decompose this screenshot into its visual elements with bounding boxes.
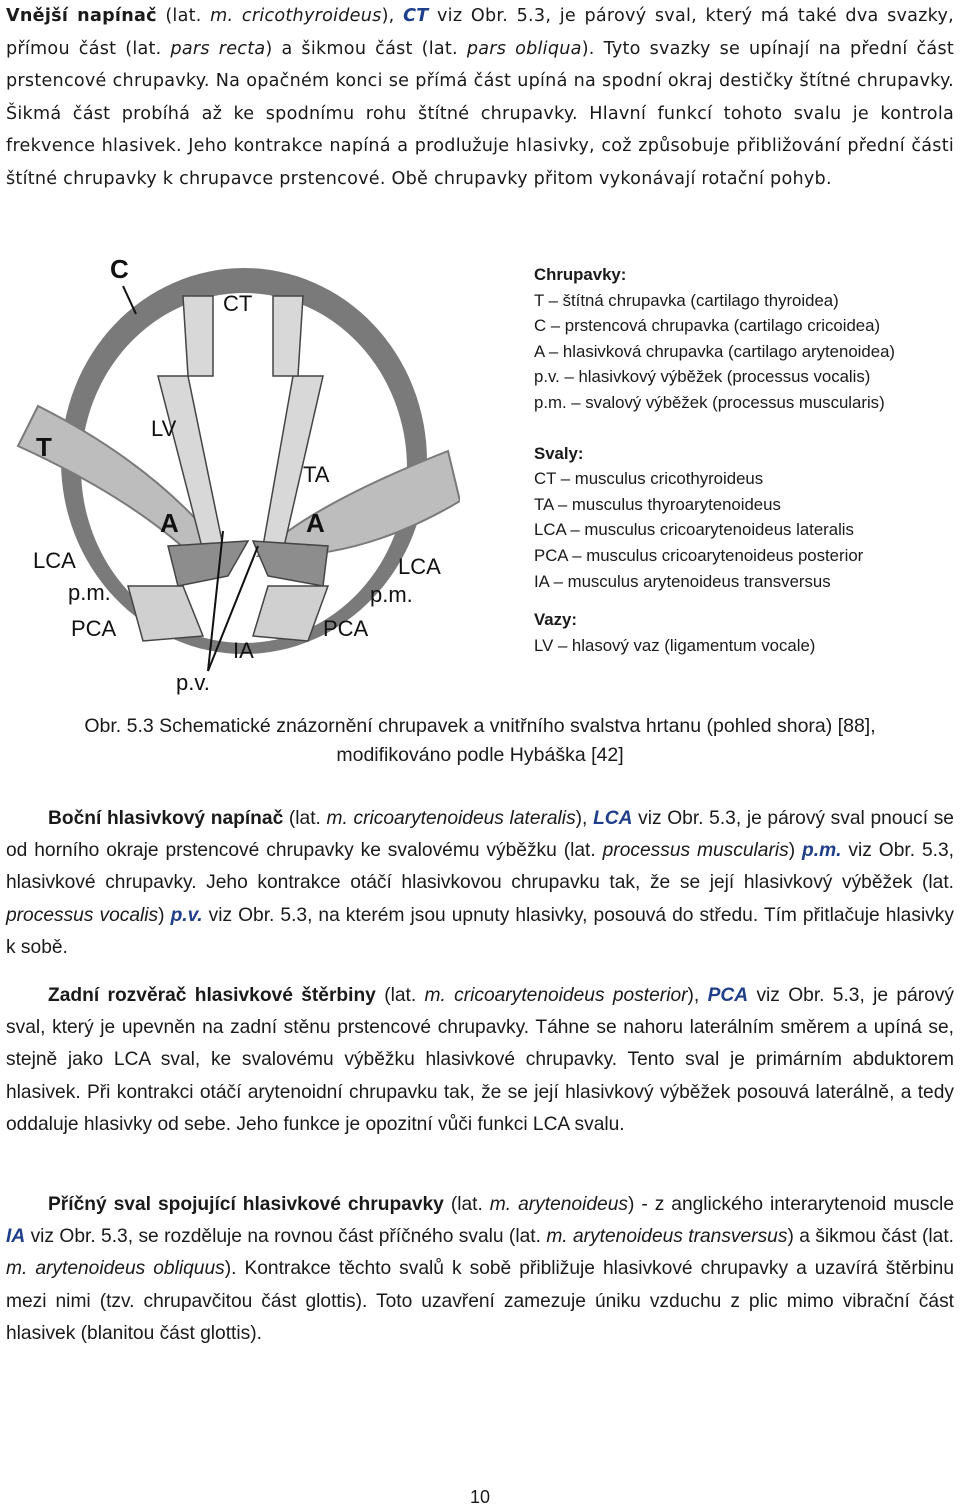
intro-abbr: CT [403, 6, 429, 26]
legend-item: CT – musculus cricothyroideus [534, 469, 764, 489]
intro-paragraph: Vnější napínač (lat. m. cricothyroideus), CT viz Obr. 5.3, je párový sval, který má také dva svazky, přímou část (lat. pars recta) a šikmou část (lat. pars obliqua). Tyto svazky se upínají na přední část prstencové chrupavky. Na opačném konci se přímá část upíná na spodní okraj destičky štítné chrupavky. Šikmá část probíhá až ke spodnímu rohu štítné chrupavky. Hlavní funkcí tohoto svalu je kontrola frekvence hlasivek. Jeho kontrakce napíná a prodlužuje hlasivky, což způsobuje přibližování přední části štítné chrupavky k chrupavce prstencové. Obě chrupavky přitom vykonávají rotační pohyb. [6, 6, 955, 189]
label-lca-right: LCA [398, 554, 441, 579]
lca-paragraph: Boční hlasivkový napínač (lat. m. cricoarytenoideus lateralis), LCA viz Obr. 5.3, je párový sval pnoucí se od horního okraje prstencové chrupavky ke svalovému výběžku (lat. processus muscularis) p.m. viz Obr. 5.3, hlasivkové chrupavky. Jeho kontrakce otáčí hlasivkovou chrupavku tak, že se její hlasivkový výběžek (lat. processus vocalis) p.v. viz Obr. 5.3, na kterém jsou upnuty hlasivky, posouvá do středu. Tím přitlačuje hlasivky k sobě. [6, 808, 954, 958]
larynx-diagram [8, 256, 460, 696]
intro-lat-name: m. cricothyroideus [210, 6, 382, 26]
legend-item: PCA – musculus cricoarytenoideus posterior [534, 545, 864, 565]
legend-item: LV – hlasový vaz (ligamentum vocale) [534, 635, 816, 655]
intro-title: Vnější napínač [6, 6, 157, 26]
ct-muscle-left [183, 296, 213, 376]
figure-caption: Obr. 5.3 Schematické znázornění chrupavek a vnitřního svalstva hrtanu (pohled shora) [88], modifikováno podle Hybáška [42] [84, 715, 876, 766]
label-ia: IA [233, 638, 254, 663]
legend-ligaments-title: Vazy: [534, 610, 577, 630]
label-lca-left: LCA [33, 548, 76, 573]
label-pv: p.v. [176, 670, 210, 695]
lca-abbr: LCA [593, 808, 633, 829]
label-a-left: A [160, 508, 179, 538]
legend-item: IA – musculus arytenoideus transversus [534, 571, 831, 591]
ia-abbr: IA [6, 1226, 26, 1248]
pca-title: Zadní rozvěrač hlasivkové štěrbiny [48, 985, 376, 1006]
label-pm-left: p.m. [68, 580, 111, 605]
ia-paragraph: Příčný sval spojující hlasivkové chrupavky (lat. m. arytenoideus) - z anglického interarytenoid muscle IA viz Obr. 5.3, se rozděluje na rovnou část příčného svalu (lat. m. arytenoideus transversus) a šikmou část (lat. m. arytenoideus obliquus). Kontrakce těchto svalů k sobě přibližuje hlasivkové chrupavky a uzavírá štěrbinu mezi nimi (tzv. chrupavčitou část glottis). Toto uzavření zamezuje úniku vzduchu z plic mimo vibrační část hlasivek (blanitou část glottis). [6, 1194, 954, 1344]
legend-muscles-title: Svaly: [534, 443, 584, 463]
label-lv: LV [151, 416, 177, 441]
lca-title: Boční hlasivkový napínač [48, 808, 284, 829]
legend-item: C – prstencová chrupavka (cartilago cricoidea) [534, 316, 881, 336]
pca-abbr: PCA [707, 985, 749, 1006]
label-a-right: A [306, 508, 325, 538]
label-pca-right: PCA [323, 616, 369, 641]
label-ta: TA [303, 462, 330, 487]
label-pm-right: p.m. [370, 582, 413, 607]
legend-item: TA – musculus thyroarytenoideus [534, 494, 781, 514]
label-pca-left: PCA [71, 616, 117, 641]
legend-cartilages-title: Chrupavky: [534, 265, 627, 284]
figure-legend [534, 262, 954, 658]
legend-item: T – štítná chrupavka (cartilago thyroidea) [534, 290, 839, 310]
legend-item: LCA – musculus cricoarytenoideus lateralis [534, 520, 854, 540]
ia-title: Příčný sval spojující hlasivkové chrupavky [48, 1194, 444, 1215]
ct-muscle-right [273, 296, 303, 376]
legend-item: p.v. – hlasivkový výběžek (processus vocalis) [534, 367, 871, 387]
label-ct: CT [223, 291, 253, 316]
label-c: C [110, 256, 129, 284]
legend-item: p.m. – svalový výběžek (processus muscularis) [534, 392, 885, 412]
legend-item: A – hlasivková chrupavka (cartilago arytenoidea) [534, 341, 895, 361]
page-number: 10 [469, 1487, 491, 1507]
pca-paragraph: Zadní rozvěrač hlasivkové štěrbiny (lat. m. cricoarytenoideus posterior), PCA viz Obr. 5.3, je párový sval, který je upevněn na zadní stěnu prstencové chrupavky. Táhne se nahoru laterálním směrem a upíná se, stejně jako LCA sval, ke svalovému výběžku hlasivkové chrupavky. Tento sval je primárním abduktorem hlasivek. Při kontrakci otáčí arytenoidní chrupavku tak, že se její hlasivkový výběžek posouvá laterálně, a tedy oddaluje hlasivky od sebe. Jeho funkce je opozitní vůči funkci LCA svalu. [6, 985, 954, 1135]
label-t: T [36, 432, 52, 462]
